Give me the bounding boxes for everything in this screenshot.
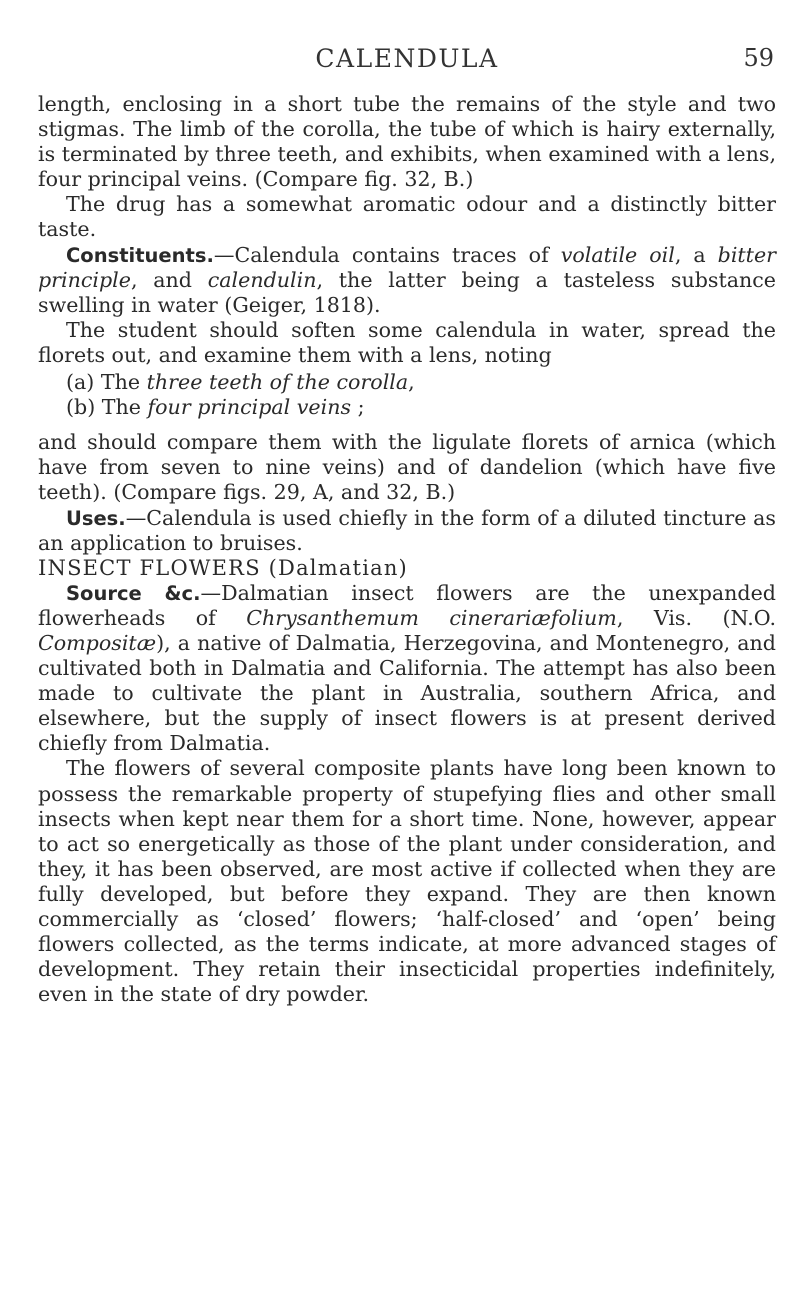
list-item: (a) The three teeth of the corolla,: [66, 370, 415, 395]
book-page: [38, 0, 776, 1299]
paragraph: and should compare them with the ligulate florets of arnica (which have from seven to nine veins) and of dandelion (which have five teeth). (Compare figs. 29, A, and 32, B.): [38, 430, 776, 505]
page-number: 59: [743, 44, 774, 72]
section-heading: Source &c.: [66, 581, 201, 605]
paragraph: The flowers of several composite plants have long been known to possess the remarkable property of stupefying flies and other small insects when kept near them for a short time. None, however, appear to act so energetically as those of the plant under consideration, and they, it has been observed, are most active if collected when they are fully developed, but before they expand. They are then known commercially as ‘closed’ flowers; ‘half-closed’ and ‘open’ being flowers collected, as the terms indicate, at more advanced stages of development. They retain their insecticidal properties indefinitely, even in the state of dry powder.: [38, 756, 776, 1007]
source-paragraph: Source &c.—Dalmatian insect flowers are the unexpanded flowerheads of Chrysanthemum cinerariæfolium, Vis. (N.O. Compositæ), a native of Dalmatia, Herzegovina, and Montenegro, and cultivated both in Dalmatia and California. The attempt has also been made to cultivate the plant in Australia, southern Africa, and elsewhere, but the supply of insect flowers is at present derived chiefly from Dalmatia.: [38, 580, 776, 756]
uses-paragraph: Uses.—Calendula is used chiefly in the form of a diluted tincture as an application to bruises.: [38, 505, 776, 555]
section-title: INSECT FLOWERS (Dalmatian): [38, 555, 408, 580]
list-item: (b) The four principal veins ;: [66, 395, 365, 420]
section-heading: Constituents.: [66, 243, 214, 267]
body-text: [38, 92, 776, 1007]
constituents-paragraph: Constituents.—Calendula contains traces of volatile oil, a bitter principle, and calendulin, the latter being a tasteless substance swelling in water (Geiger, 1818).: [38, 242, 776, 317]
observation-list: [38, 370, 776, 420]
paragraph: The student should soften some calendula in water, spread the florets out, and examine them with a lens, noting: [38, 317, 776, 367]
page-header: [38, 44, 776, 78]
paragraph: The drug has a somewhat aromatic odour and a distinctly bitter taste.: [38, 192, 776, 242]
paragraph: length, enclosing in a short tube the remains of the style and two stigmas. The limb of the corolla, the tube of which is hairy externally, is terminated by three teeth, and exhibits, when examined with a lens, four principal veins. (Compare fig. 32, B.): [38, 92, 776, 192]
section-heading: Uses.: [66, 506, 126, 530]
running-head: CALENDULA: [315, 44, 499, 73]
